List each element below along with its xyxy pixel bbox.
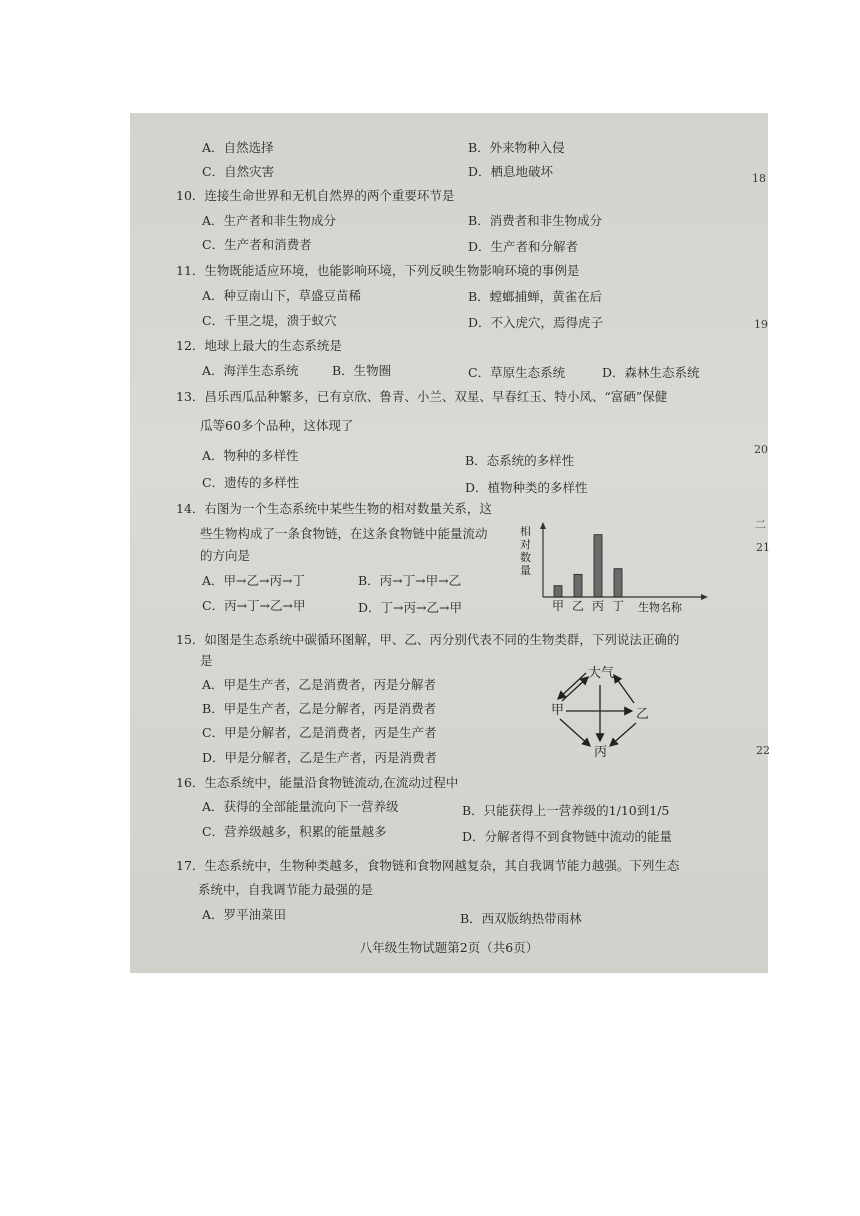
- q14-stem-line1: 14．右图为一个生态系统中某些生物的相对数量关系，这: [176, 501, 492, 516]
- edge-number-18: 18: [752, 172, 766, 185]
- arrow-yi-to-atmosphere: [614, 675, 634, 703]
- q17-option-b: B．西双版纳热带雨林: [460, 911, 582, 926]
- q15-option-b: B．甲是生产者，乙是分解者，丙是消费者: [202, 701, 437, 716]
- q14-option-b: B．丙→丁→甲→乙: [358, 573, 462, 588]
- bar-3: [614, 569, 622, 597]
- q15-stem-line1: 15．如图是生态系统中碳循环图解，甲、乙、丙分别代表不同的生物类群，下列说法正确的: [176, 632, 680, 647]
- q16-stem: 16．生态系统中，能量沿食物链流动,在流动过程中: [176, 775, 459, 790]
- q13-stem-line1: 13．昌乐西瓜品种繁多，已有京欣、鲁青、小兰、双星、早春红玉、特小凤、“富硒”保健: [176, 389, 668, 404]
- q10-stem: 10．连接生命世界和无机自然界的两个重要环节是: [176, 188, 455, 203]
- q11-option-b: B．螳螂捕蝉，黄雀在后: [468, 289, 603, 304]
- q14-option-a: A．甲→乙→丙→丁: [202, 573, 305, 588]
- q14-option-c: C．丙→丁→乙→甲: [202, 598, 306, 613]
- node-yi: 乙: [636, 707, 650, 722]
- q14-stem-line2: 些生物构成了一条食物链，在这条食物链中能量流动: [200, 526, 488, 541]
- y-axis-label-char: 相: [520, 525, 531, 538]
- q17-stem-line2: 系统中，自我调节能力最强的是: [198, 882, 374, 897]
- bar-2: [594, 535, 602, 597]
- y-axis-label-char: 量: [520, 564, 531, 577]
- x-axis-label: 生物名称: [638, 601, 682, 613]
- q13-option-d: D．植物种类的多样性: [465, 480, 588, 495]
- y-axis-label-char: 数: [520, 551, 531, 564]
- q9-option-c: C．自然灾害: [202, 164, 275, 179]
- x-tick-label-0: 甲: [552, 599, 565, 613]
- q12-option-c: C．草原生态系统: [468, 365, 566, 380]
- q11-option-a: A．种豆南山下，草盛豆苗稀: [202, 288, 362, 303]
- q12-option-d: D．森林生态系统: [602, 365, 700, 380]
- q9-option-a: A．自然选择: [202, 140, 274, 155]
- relative-quantity-bar-chart: [518, 521, 718, 613]
- q13-stem-line2: 瓜等60多个品种，这体现了: [200, 418, 354, 433]
- edge-number-19: 19: [754, 318, 768, 331]
- page-footer: 八年级生物试题第2页（共6页）: [359, 940, 539, 955]
- x-tick-label-1: 乙: [572, 599, 585, 613]
- node-atmosphere: 大气: [588, 666, 615, 681]
- arrow-atmosphere-to-jia: [558, 673, 586, 699]
- edge-section-mark: 二: [755, 518, 766, 531]
- q15-stem-line2: 是: [200, 653, 213, 668]
- q13-option-c: C．遗传的多样性: [202, 475, 300, 490]
- q14-option-d: D．丁→丙→乙→甲: [358, 600, 462, 615]
- edge-number-22: 22: [756, 744, 770, 757]
- q10-option-b: B．消费者和非生物成分: [468, 213, 603, 228]
- q10-option-a: A．生产者和非生物成分: [202, 213, 337, 228]
- bar-0: [554, 586, 562, 597]
- x-tick-label-3: 丁: [612, 599, 625, 613]
- arrow-yi-to-bing: [610, 723, 636, 746]
- q16-option-a: A．获得的全部能量流向下一营养级: [202, 799, 399, 814]
- bar-1: [574, 574, 582, 597]
- q15-option-a: A．甲是生产者，乙是消费者，丙是分解者: [202, 677, 437, 692]
- arrow-jia-to-bing: [560, 719, 590, 746]
- y-axis-label-char: 对: [520, 538, 531, 551]
- q15-option-c: C．甲是分解者，乙是消费者，丙是生产者: [202, 725, 437, 740]
- edge-number-21: 21: [756, 541, 770, 554]
- exam-page-photo: [130, 113, 768, 973]
- q9-option-d: D．栖息地破坏: [468, 164, 554, 179]
- q10-option-c: C．生产者和消费者: [202, 237, 312, 252]
- q15-option-d: D．甲是分解者，乙是生产者，丙是消费者: [202, 750, 438, 765]
- y-axis-label: [520, 524, 531, 577]
- y-axis-arrow: [540, 522, 546, 529]
- q12-option-b: B．生物圈: [332, 363, 392, 378]
- x-tick-label-2: 丙: [592, 599, 605, 613]
- x-axis-arrow: [701, 594, 708, 600]
- q17-option-a: A．罗平油菜田: [202, 907, 287, 922]
- q16-option-b: B．只能获得上一营养级的1/10到1/5: [462, 803, 670, 818]
- node-bing: 丙: [594, 745, 608, 760]
- q16-option-d: D．分解者得不到食物链中流动的能量: [462, 829, 673, 844]
- q13-option-a: A．物种的多样性: [202, 448, 299, 463]
- arrow-jia-to-atmosphere: [562, 677, 588, 701]
- carbon-cycle-diagram: [548, 661, 658, 761]
- q13-option-b: B．态系统的多样性: [465, 453, 575, 468]
- q11-option-d: D．不入虎穴，焉得虎子: [468, 315, 604, 330]
- q11-stem: 11．生物既能适应环境，也能影响环境，下列反映生物影响环境的事例是: [176, 263, 580, 278]
- q10-option-d: D．生产者和分解者: [468, 239, 579, 254]
- q14-stem-line3: 的方向是: [200, 548, 251, 563]
- q17-stem-line1: 17．生态系统中，生物种类越多，食物链和食物网越复杂，其自我调节能力越强。下列生态: [176, 858, 680, 873]
- q16-option-c: C．营养级越多，积累的能量越多: [202, 824, 387, 839]
- q11-option-c: C．千里之堤，溃于蚁穴: [202, 313, 337, 328]
- node-jia: 甲: [551, 703, 565, 718]
- q12-option-a: A．海洋生态系统: [202, 363, 299, 378]
- edge-number-20: 20: [754, 443, 768, 456]
- q9-option-b: B．外来物种入侵: [468, 140, 565, 155]
- q12-stem: 12．地球上最大的生态系统是: [176, 338, 342, 353]
